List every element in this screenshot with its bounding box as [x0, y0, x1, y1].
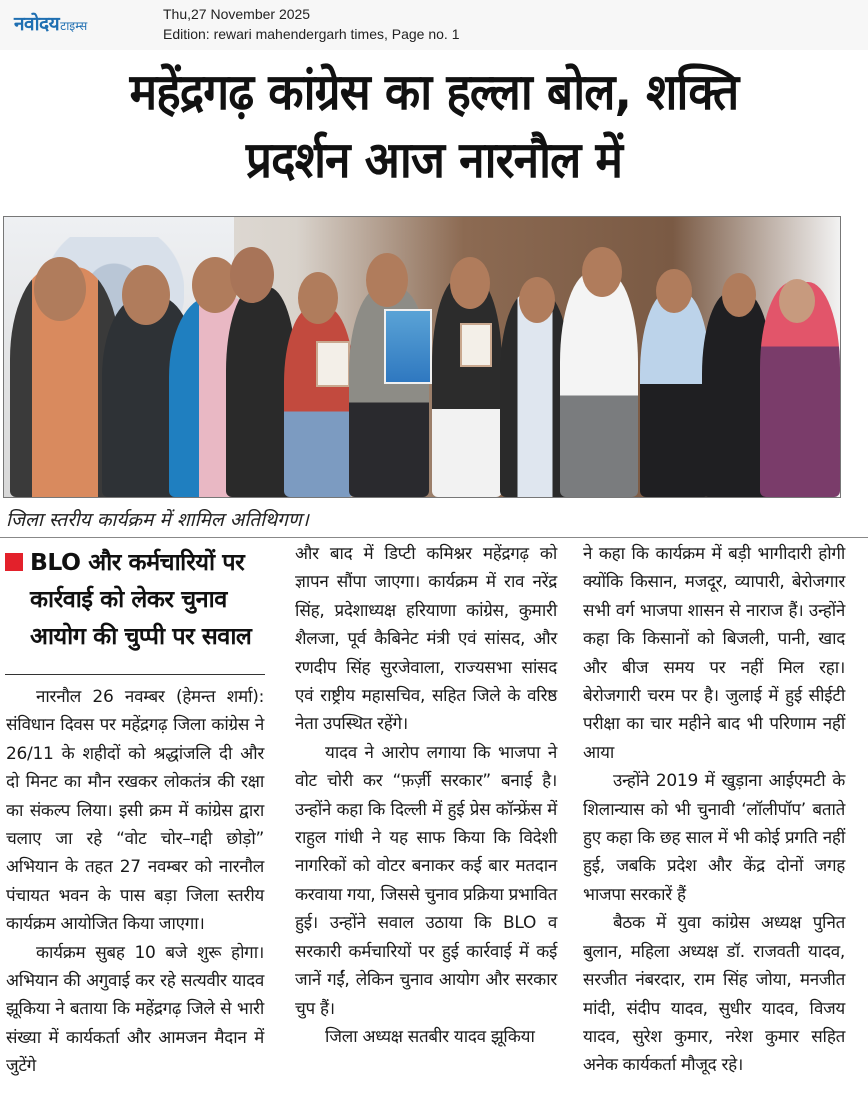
ambedkar-portrait [384, 309, 432, 384]
memorandum-document [460, 323, 492, 367]
edition-date: Thu,27 November 2025 [163, 6, 311, 22]
photo-person [560, 272, 638, 497]
edition-info: Edition: rewari mahendergarh times, Page no. 1 [163, 26, 460, 42]
article-paragraph: उन्होंने 2019 में खुड़ाना आईएमटी के शिलान्यास को भी चुनावी ‘लॉलीपॉप’ बताते हुए कहा कि छह साल में भी कोई प्रगति नहीं हुई, जबकि प्रदेश और केंद्र दोनों जगह भाजपा सरकारें हैं [583, 771, 845, 905]
headline-line-2: प्रदर्शन आज नारनौल में [245, 131, 623, 189]
article-column-2 [295, 540, 557, 1051]
top-bar [0, 0, 868, 50]
photo-person-head [34, 257, 86, 321]
logo-sub-text: टाइम्स [60, 19, 88, 33]
subhead-divider [5, 674, 265, 675]
photo-person [284, 307, 354, 497]
article-paragraph: जिला अध्यक्ष सतबीर यादव झूकिया [325, 1026, 535, 1047]
photo-caption: जिला स्तरीय कार्यक्रम में शामिल अतिथिगण। [6, 509, 309, 531]
photo-person [640, 292, 710, 497]
photo-person-head [122, 265, 170, 325]
photo-person-head [450, 257, 490, 309]
photo-person-head [656, 269, 692, 313]
headline-line-1: महेंद्रगढ़ कांग्रेस का हल्ला बोल, शक्ति [129, 63, 739, 121]
photo-person-head [722, 273, 756, 317]
article-headline [35, 58, 834, 194]
photo-person-head [230, 247, 274, 303]
article-photo [3, 216, 841, 498]
memorandum-document [316, 341, 350, 387]
logo-main-text: नवोदय [14, 13, 60, 35]
article-paragraph: बैठक में युवा कांग्रेस अध्यक्ष पुनित बुलान, महिला अध्यक्ष डॉ. राजवती यादव, सरजीत नंबरदार, राम सिंह जोया, मनजीत मांदी, संदीप यादव, सुधीर यादव, विजय यादव, सुरेश कुमार, नरेश कुमार सहित अनेक कार्यकर्ता मौजूद रहे। [583, 913, 845, 1076]
photo-person-head [298, 272, 338, 324]
article-paragraph: ने कहा कि कार्यक्रम में बड़ी भागीदारी होगी क्योंकि किसान, मजदूर, व्यापारी, बेरोजगार सभी वर्ग भाजपा शासन से नाराज हैं। उन्होंने कहा कि किसानों को बिजली, पानी, खाद और बीज समय पर नहीं मिल रहा। बेरोजगारी चरम पर है। जुलाई में हुई सीईटी परीक्षा का चार महीने बाद भी परिणाम नहीं आया [583, 544, 845, 763]
photo-person-head [582, 247, 622, 297]
article-column-1 [6, 683, 264, 1081]
article-paragraph: और बाद में डिप्टी कमिश्नर महेंद्रगढ़ को ज्ञापन सौंपा जाएगा। कार्यक्रम में राव नरेंद्र सिंह, प्रदेशाध्यक्ष हरियाणा कांग्रेस, कुमारी शैलजा, पूर्व कैबिनेट मंत्री एवं सांसद, और रणदीप सिंह सुरजेवाला, राज्यसभा सांसद एवं राष्ट्रीय महासचिव, सहित जिले के वरिष्ठ नेता उपस्थित रहेंगे। [295, 544, 557, 735]
newspaper-logo[interactable] [14, 10, 87, 36]
photo-person-head [366, 253, 408, 307]
photo-person-head [779, 279, 815, 323]
article-column-3 [583, 540, 845, 1080]
article-paragraph: कार्यक्रम सुबह 10 बजे शुरू होगा।अभियान की अगुवाई कर रहे सत्यवीर यादव झूकिया ने बताया कि महेंद्रगढ़ जिले से भारी संख्या में कार्यकर्ता और आमजन मैदान में जुटेंगे [6, 942, 264, 1077]
subhead-marker-icon [5, 553, 23, 571]
article-subheadline: BLO और कर्मचारियों पर कार्रवाई को लेकर चुनाव आयोग की चुप्पी पर सवाल [30, 548, 252, 650]
article-paragraph: यादव ने आरोप लगाया कि भाजपा ने वोट चोरी कर “फ़र्ज़ी सरकार” बनाई है। उन्होंने कहा कि दिल्ली में हुई प्रेस कॉन्फ्रेंस में राहुल गांधी ने यह साफ किया कि विदेशी नागरिकों को वोटर बनाकर कई बार मतदान करवाया गया, जिससे चुनाव प्रक्रिया प्रभावित हुई। उन्होंने सवाल उठाया कि BLO व सरकारी कर्मचारियों पर हुई कार्रवाई में कई जानें गईं, लेकिन चुनाव आयोग और सरकार चुप हैं। [295, 742, 557, 1019]
photo-person-head [519, 277, 555, 323]
article-paragraph: नारनौल 26 नवम्बर (हेमन्त शर्मा): संविधान दिवस पर महेंद्रगढ़ जिला कांग्रेस ने 26/11 के शहीदों को श्रद्धांजलि दी और दो मिनट का मौन रखकर लोकतंत्र की रक्षा का संकल्प लिया। इसी क्रम में कांग्रेस द्वारा चलाए जा रहे “वोट चोर–गद्दी छोड़ो” अभियान के तहत 27 नवम्बर को नारनौल पंचायत भवन के पास बड़ा जिला स्तरीय कार्यक्रम आयोजित किया जाएगा। [6, 687, 264, 935]
caption-divider [0, 537, 868, 538]
photo-person [432, 277, 502, 497]
edition-meta [163, 4, 460, 44]
